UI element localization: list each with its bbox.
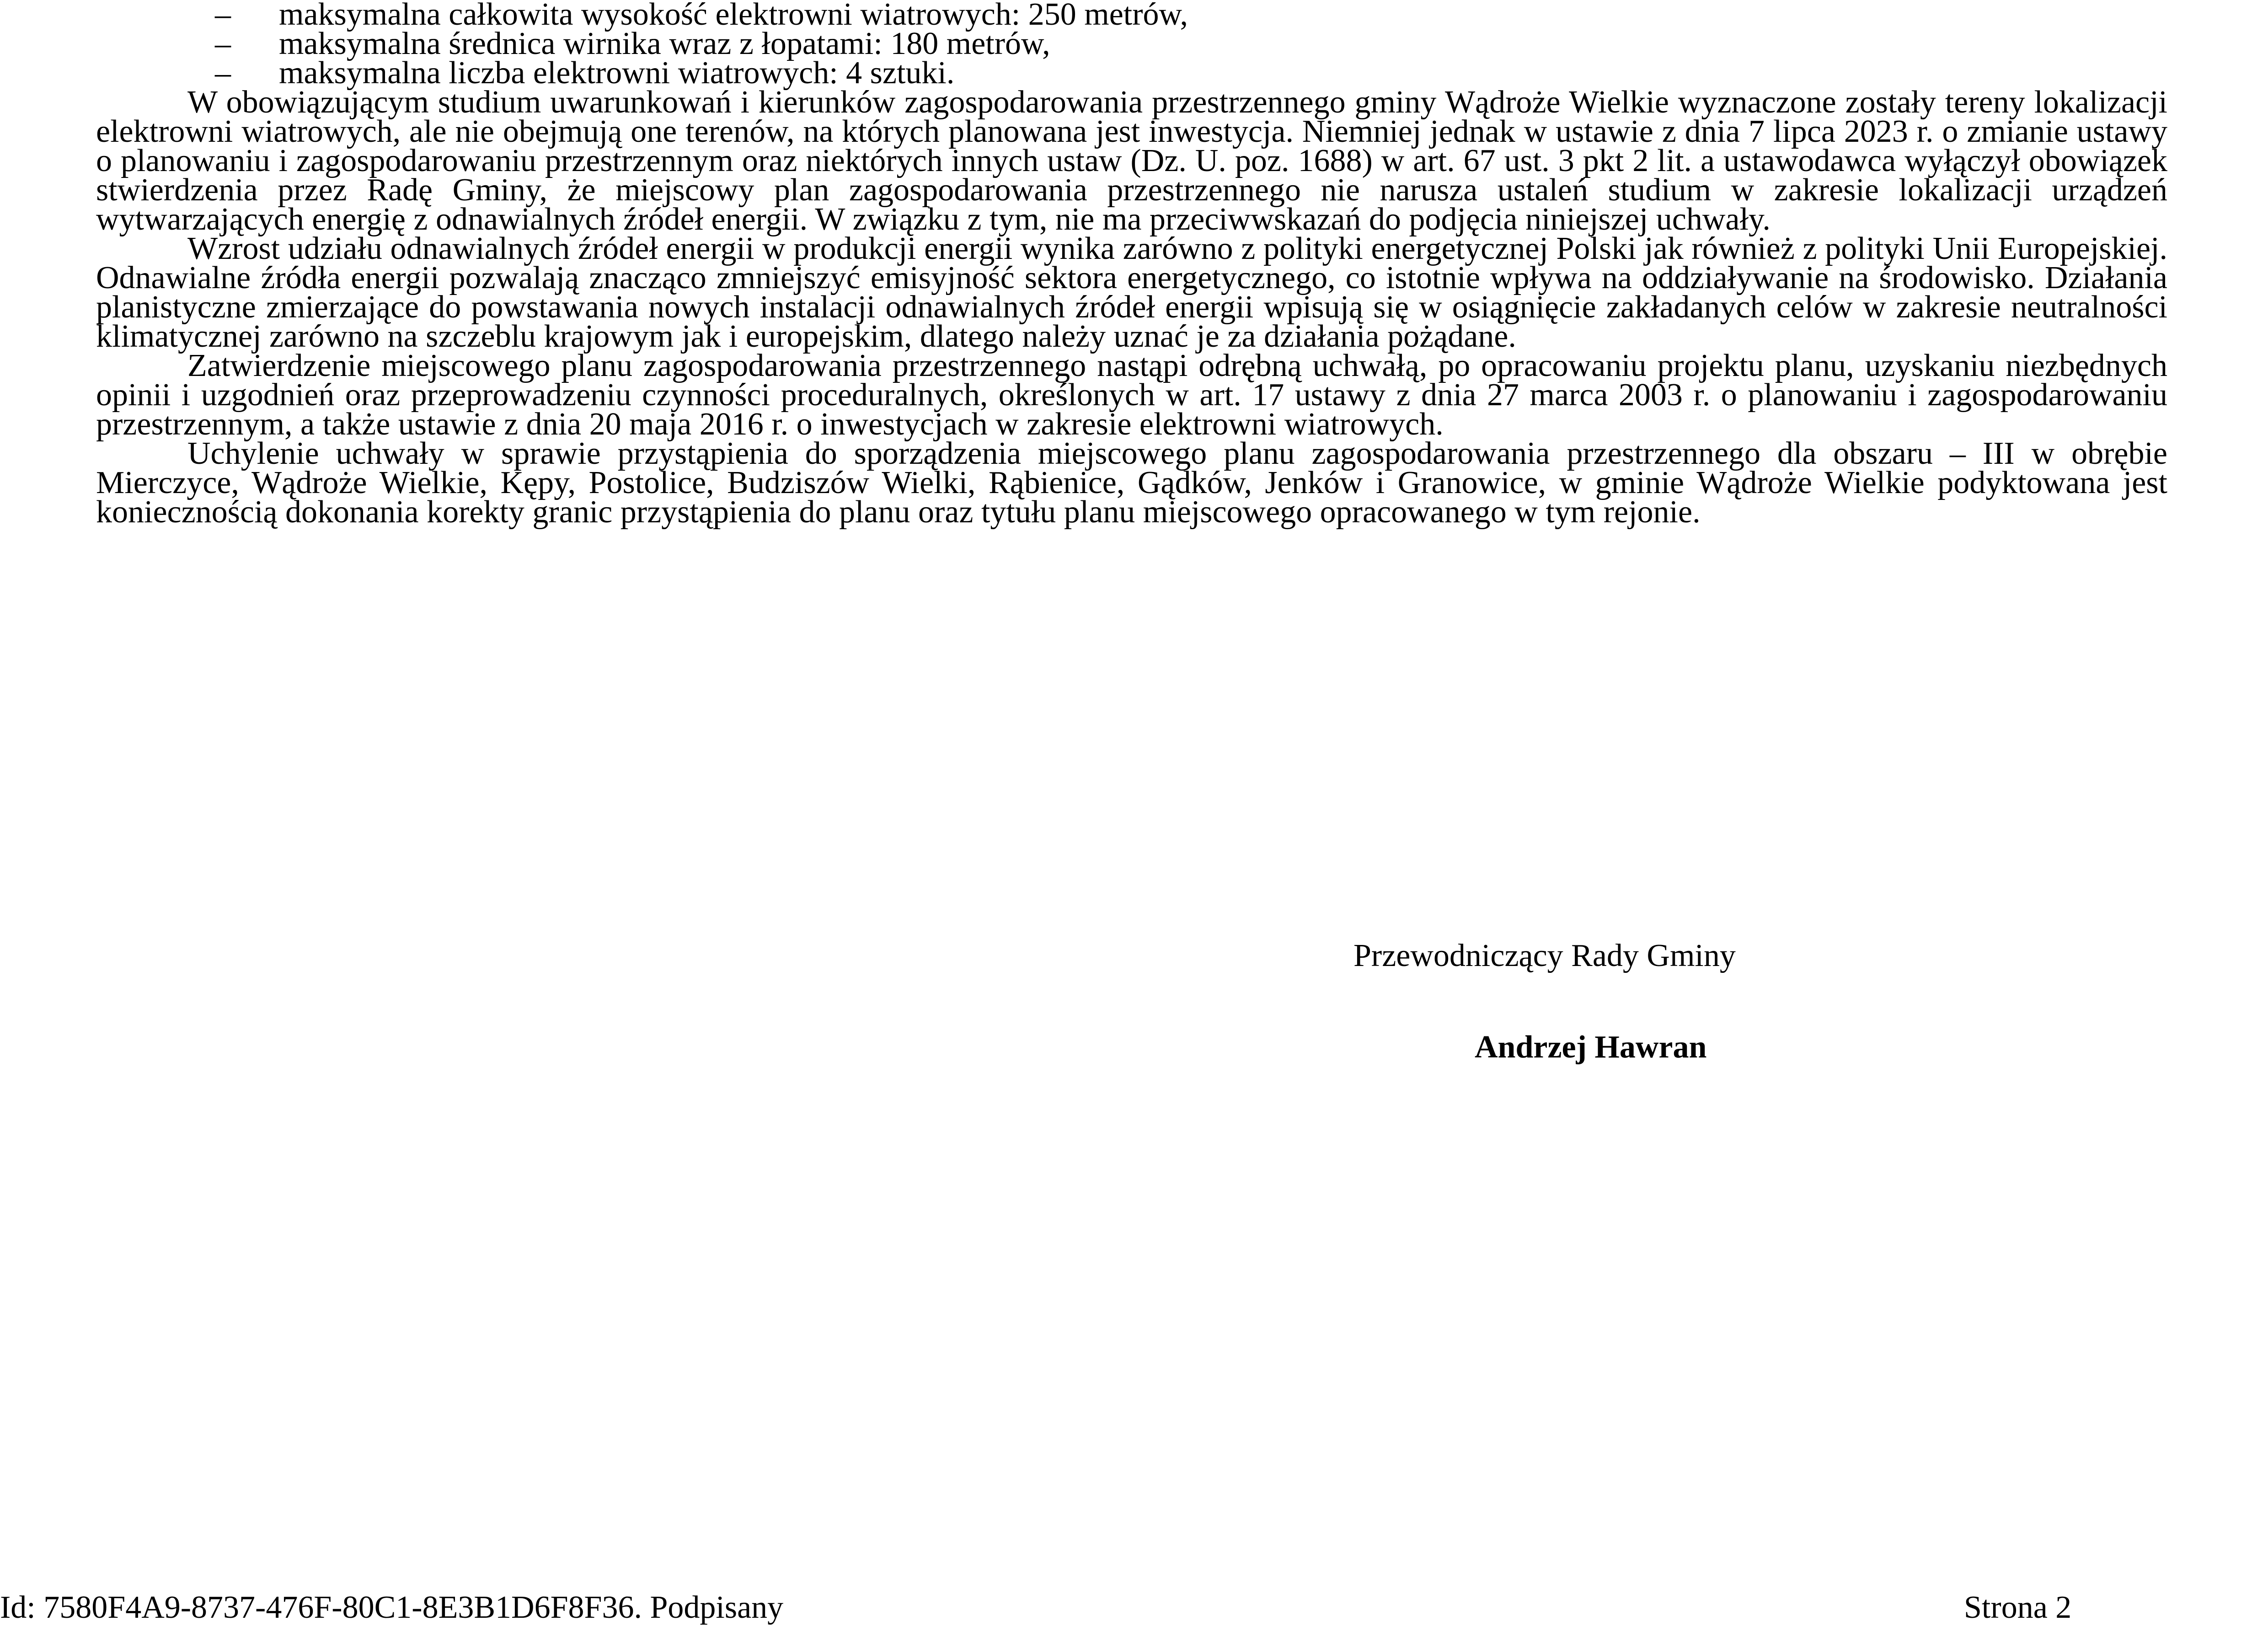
list-item-text: maksymalna całkowita wysokość elektrowni wiatrowych: 250 metrów,	[279, 0, 1188, 32]
list-dash: –	[215, 55, 231, 91]
list-item-text: maksymalna średnica wirnika wraz z łopatami: 180 metrów,	[279, 26, 1050, 61]
list-item	[96, 0, 2167, 32]
paragraph-resolution-repeal: Uchylenie uchwały w sprawie przystąpienia do sporządzenia miejscowego planu zagospodarowania przestrzennego dla obszaru – III w obrębie Mierczyce, Wądroże Wielkie, Kępy, Postolice, Budziszów Wielki, Rąbienice, Gądków, Jenków i Granowice, w gminie Wądroże Wielkie podyktowana jest koniecznością dokonania korekty granic przystąpienia do planu oraz tytułu planu miejscowego opracowanego w tym rejonie.	[96, 436, 2167, 530]
footer-document-id: Id: 7580F4A9-8737-476F-80C1-8E3B1D6F8F36. Podpisany	[0, 1590, 784, 1625]
paragraph-study-conditions: W obowiązującym studium uwarunkowań i kierunków zagospodarowania przestrzennego gminy Wądroże Wielkie wyznaczone zostały tereny lokalizacji elektrowni wiatrowych, ale nie obejmują one terenów, na których planowana jest inwestycja. Niemniej jednak w ustawie z dnia 7 lipca 2023 r. o zmianie ustawy o planowaniu i zagospodarowaniu przestrzennym oraz niektórych innych ustaw (Dz. U. poz. 1688) w art. 67 ust. 3 pkt 2 lit. a ustawodawca wyłączył obowiązek stwierdzenia przez Radę Gminy, że miejscowy plan zagospodarowania przestrzennego nie narusza ustaleń studium w zakresie lokalizacji urządzeń wytwarzających energię z odnawialnych źródeł energii. W związku z tym, nie ma przeciwwskazań do podjęcia niniejszej uchwały.	[96, 85, 2167, 237]
list-dash: –	[215, 26, 231, 61]
paragraph-renewable-energy: Wzrost udziału odnawialnych źródeł energii w produkcji energii wynika zarówno z polityki energetycznej Polski jak również z polityki Unii Europejskiej. Odnawialne źródła energii pozwalają znacząco zmniejszyć emisyjność sektora energetycznego, co istotnie wpływa na oddziaływanie na środowisko. Działania planistyczne zmierzające do powstawania nowych instalacji odnawialnych źródeł energii wpisują się w osiągnięcie zakładanych celów w zakresie neutralności klimatycznej zarówno na szczeblu krajowym jak i europejskim, dlatego należy uznać je za działania pożądane.	[96, 231, 2167, 354]
footer-page-number: Strona 2	[1964, 1590, 2072, 1625]
list-item	[96, 26, 2167, 61]
signer-name: Andrzej Hawran	[1475, 1030, 1707, 1065]
signature-title: Przewodniczący Rady Gminy	[1353, 938, 1736, 973]
list-dash: –	[215, 0, 231, 32]
list-item	[96, 55, 2167, 91]
document-body	[96, 0, 2167, 530]
list-item-text: maksymalna liczba elektrowni wiatrowych: 4 sztuki.	[279, 55, 955, 91]
paragraph-plan-approval: Zatwierdzenie miejscowego planu zagospodarowania przestrzennego nastąpi odrębną uchwałą, po opracowaniu projektu planu, uzyskaniu niezbędnych opinii i uzgodnień oraz przeprowadzeniu czynności proceduralnych, określonych w art. 17 ustawy z dnia 27 marca 2003 r. o planowaniu i zagospodarowaniu przestrzennym, a także ustawie z dnia 20 maja 2016 r. o inwestycjach w zakresie elektrowni wiatrowych.	[96, 348, 2167, 442]
